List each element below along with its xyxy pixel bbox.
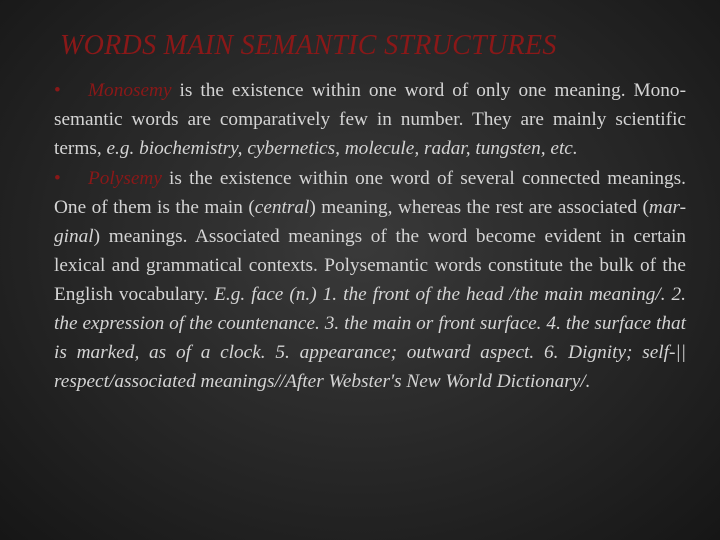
term-marginal: mar-ginal xyxy=(54,197,686,247)
slide-title: WORDS MAIN SEMANTIC STRUCTURES xyxy=(60,30,557,61)
bullet-icon: • xyxy=(54,80,61,101)
monosemy-examples: e.g. biochemistry, cybernetics, molecule, radar, tungsten, etc. xyxy=(106,138,578,159)
polysemy-definition-part1: is the existence within one word of several connected meanings. One of them is the main ( xyxy=(54,168,686,218)
slide-body xyxy=(54,76,686,397)
polysemy-definition-part3: ) meanings. Associated meanings of the word become evident in certain lexical and grammatical contexts. Polysemantic words constitute the bulk of the English vocabulary. xyxy=(54,226,686,305)
polysemy-example: E.g. face (n.) 1. the front of the head /the main meaning/. 2. the expression of the countenance. 3. the main or front surface. 4. the surface that is marked, as of a clock. 5. appearance; outward aspect. 6. Dignity; self-|| respect/associated meanings//After Webster's New World Dictionary/. xyxy=(54,284,687,392)
monosemy-definition: is the existence within one word of only one meaning. Mono-semantic words are comparatively few in number. They are mainly scientific terms, xyxy=(54,80,686,159)
term-monosemy: Monosemy xyxy=(88,80,172,101)
polysemy-definition-part2: ) meaning, whereas the rest are associated ( xyxy=(309,197,649,218)
bullet-icon: • xyxy=(54,168,61,189)
term-central: central xyxy=(254,197,310,218)
term-polysemy: Polysemy xyxy=(88,168,162,189)
paragraph-polysemy xyxy=(54,164,686,396)
paragraph-monosemy xyxy=(54,76,686,163)
